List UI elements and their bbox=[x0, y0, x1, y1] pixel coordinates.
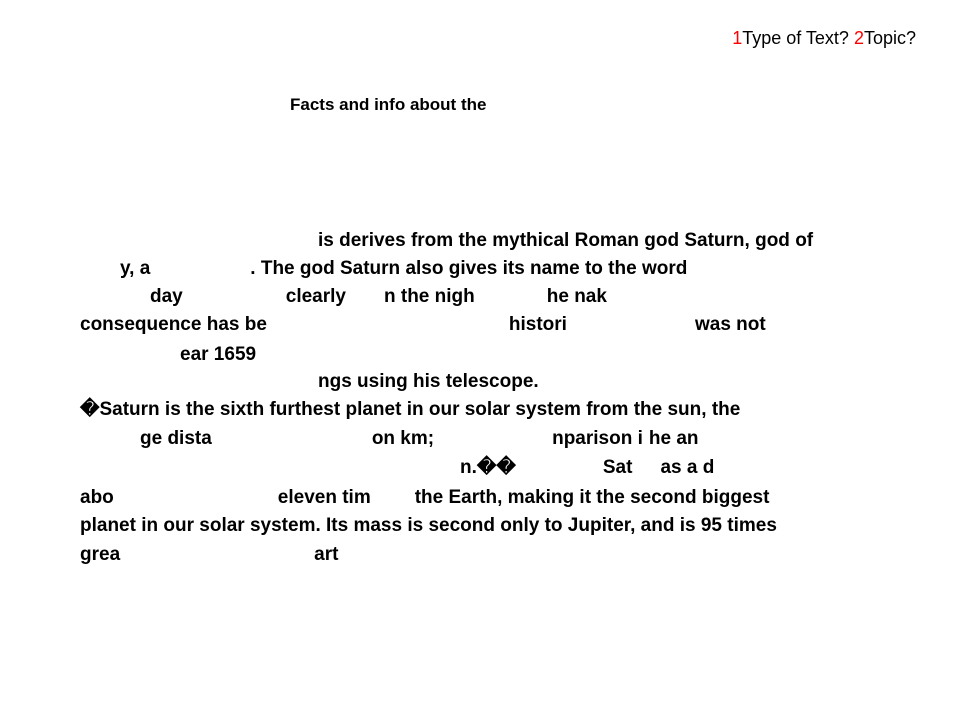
body-fragment: as a d bbox=[660, 457, 715, 478]
prompt-number-1: 1 bbox=[732, 28, 743, 48]
body-fragment: n the nigh bbox=[383, 286, 475, 307]
body-fragment: n.�� bbox=[460, 457, 516, 478]
body-line-7 bbox=[80, 398, 740, 422]
body-fragment: the Earth, making it the second biggest bbox=[414, 487, 770, 508]
body-fragment: day bbox=[150, 286, 183, 307]
body-line-1 bbox=[318, 229, 813, 253]
body-fragment: ge dista bbox=[140, 428, 212, 449]
body-line-3 bbox=[150, 285, 607, 309]
body-fragment: was not bbox=[694, 314, 766, 335]
article-heading: Facts and info about the bbox=[290, 95, 487, 114]
body-fragment: on km; bbox=[371, 428, 435, 449]
body-fragment: is derives from the mythical Roman god Saturn, god of bbox=[318, 230, 814, 251]
body-fragment: . The god Saturn also gives its name to the word bbox=[250, 258, 688, 279]
body-fragment: abo bbox=[80, 487, 114, 508]
body-fragment: �Saturn is the sixth furthest planet in our solar system from the sun, the bbox=[80, 399, 741, 420]
body-fragment: planet in our solar system. Its mass is second only to Jupiter, and is 95 times bbox=[80, 515, 777, 536]
instruction-prompt bbox=[732, 28, 916, 49]
body-fragment: ear 1659 bbox=[180, 344, 257, 365]
body-line-4 bbox=[80, 313, 766, 337]
body-fragment: nparison i bbox=[552, 428, 643, 449]
body-line-8 bbox=[140, 427, 699, 451]
body-fragment: consequence has be bbox=[80, 314, 267, 335]
body-line-6 bbox=[318, 370, 539, 394]
prompt-number-2: 2 bbox=[853, 28, 864, 48]
body-fragment: he nak bbox=[546, 286, 607, 307]
body-fragment: grea bbox=[80, 544, 121, 565]
body-line-11 bbox=[80, 514, 777, 538]
prompt-question-2: Topic? bbox=[863, 28, 916, 48]
body-fragment: histori bbox=[508, 314, 567, 335]
body-fragment: y, a bbox=[120, 258, 151, 279]
body-line-10 bbox=[80, 486, 769, 510]
body-fragment: Sat bbox=[602, 457, 633, 478]
body-line-12 bbox=[80, 543, 338, 567]
body-line-5 bbox=[180, 343, 256, 367]
body-fragment: clearly bbox=[285, 286, 346, 307]
body-fragment: he an bbox=[648, 428, 699, 449]
prompt-question-1: Type of Text? bbox=[742, 28, 854, 48]
body-fragment: eleven tim bbox=[277, 487, 371, 508]
body-line-2 bbox=[120, 257, 687, 281]
body-line-9 bbox=[460, 456, 714, 480]
body-fragment: art bbox=[314, 544, 339, 565]
body-fragment: ngs using his telescope. bbox=[318, 371, 539, 392]
